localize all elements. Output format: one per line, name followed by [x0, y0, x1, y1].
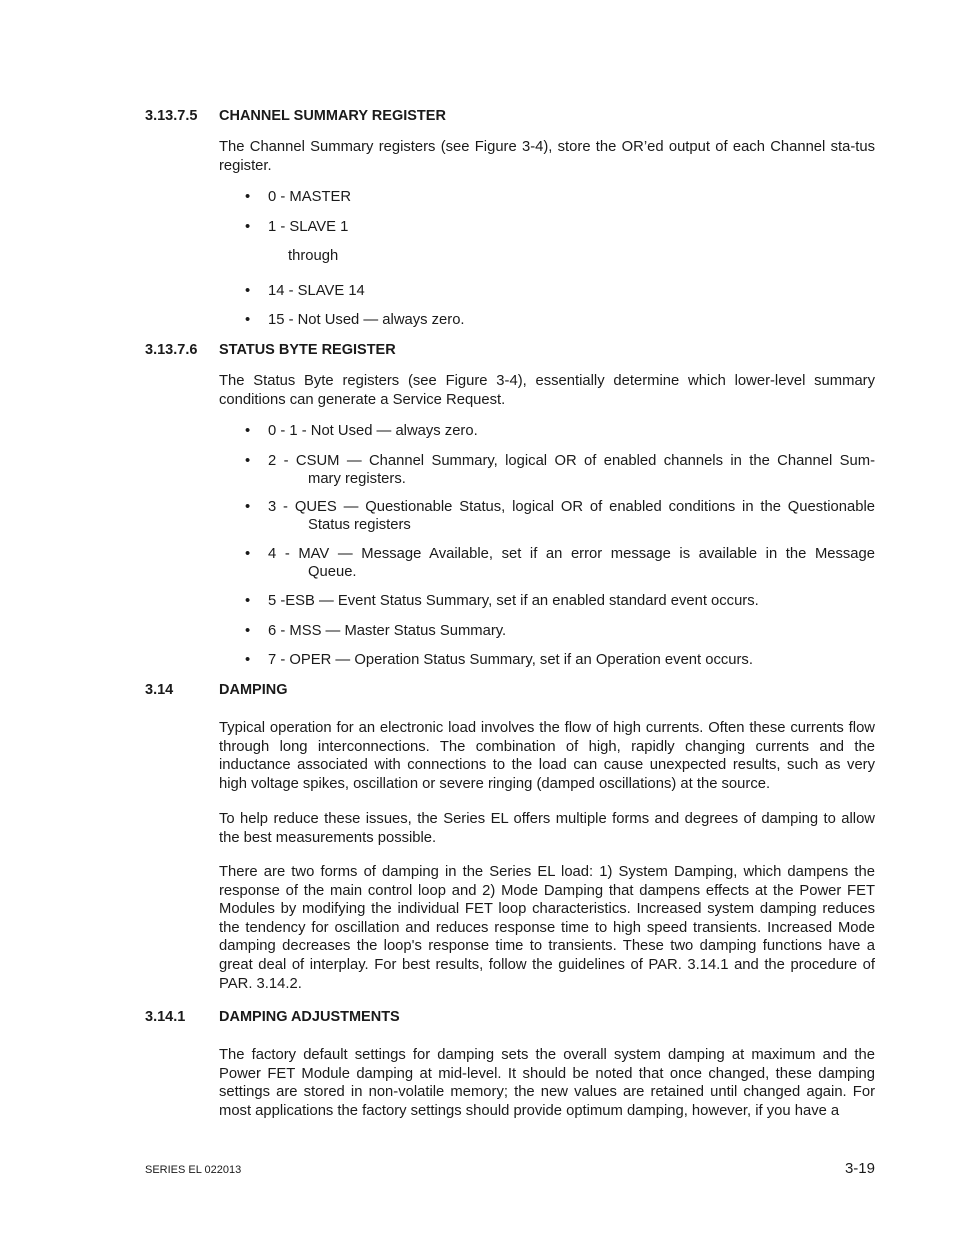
- section-heading: CHANNEL SUMMARY REGISTER: [219, 108, 446, 124]
- list-item: 6 - MSS — Master Status Summary.: [268, 623, 507, 639]
- bullet-icon: •: [245, 423, 251, 439]
- bullet-icon: •: [245, 219, 251, 235]
- list-item: 0 - 1 - Not Used — always zero.: [268, 423, 478, 439]
- bullet-icon: •: [245, 623, 251, 639]
- list-item-continuation: mary registers.: [308, 470, 406, 487]
- list-item-continuation: Queue.: [308, 563, 357, 580]
- paragraph: Typical operation for an electronic load involves the flow of high currents. Often these currents flow through long interconnections. The combination of high, rapidly changing currents and the inductance associated with connections to the load can cause unexpected results, such as very high voltage spikes, oscillation or severe ringing (damped oscillations) at the source.: [219, 720, 875, 792]
- section-number: 3.14: [145, 682, 174, 698]
- paragraph: The factory default settings for damping sets the overall system damping at maximum and the Power FET Module damping at mid-level. It should be noted that once changed, these damping settings are stored in non-volatile memory; the new values are retained until changed again. For most applications the factory settings should provide optimum damping, however, if you have a: [219, 1047, 875, 1119]
- paragraph: To help reduce these issues, the Series EL offers multiple forms and degrees of damping to allow the best measurements possible.: [219, 811, 875, 846]
- list-item: 7 - OPER — Operation Status Summary, set if an Operation event occurs.: [268, 652, 753, 668]
- list-item: [268, 453, 875, 488]
- page-number: 3-19: [844, 1160, 875, 1177]
- section-number: 3.14.1: [145, 1009, 186, 1025]
- section-heading: DAMPING ADJUSTMENTS: [219, 1009, 400, 1025]
- list-item-line: 2 - CSUM — Channel Summary, logical OR of enabled channels in the Channel Sum-: [268, 453, 875, 469]
- footer-document-id: SERIES EL 022013: [145, 1164, 242, 1176]
- bullet-icon: •: [245, 593, 251, 609]
- list-item-line: 3 - QUES — Questionable Status, logical OR of enabled conditions in the Questionable: [268, 499, 875, 515]
- bullet-icon: •: [245, 652, 251, 668]
- paragraph: There are two forms of damping in the Series EL load: 1) System Damping, which dampens the response of the main control loop and 2) Mode Damping that dampens effects at the Power FET Modules by modifying the individual FET loop characteristics. Increased system damping reduces the tendency for oscillation and reduces response time to high speed transients. Increased Mode damping decreases the loop's response time to transients. These two damping functions have a great deal of interplay. For best results, follow the guidelines of PAR. 3.14.1 and the procedure of PAR. 3.14.2.: [219, 864, 875, 992]
- bullet-icon: •: [245, 499, 251, 515]
- list-item: 0 - MASTER: [268, 189, 352, 205]
- list-item: 15 - Not Used — always zero.: [268, 312, 465, 328]
- section-heading: DAMPING: [219, 682, 288, 698]
- bullet-icon: •: [245, 312, 251, 328]
- list-note: through: [288, 248, 339, 264]
- list-item-continuation: Status registers: [308, 516, 411, 533]
- bullet-icon: •: [245, 453, 251, 469]
- list-item-line: 4 - MAV — Message Available, set if an error message is available in the Message: [268, 546, 875, 562]
- section-number: 3.13.7.5: [145, 108, 198, 124]
- bullet-icon: •: [245, 283, 251, 299]
- section-heading: STATUS BYTE REGISTER: [219, 342, 396, 358]
- list-item: 5 -ESB — Event Status Summary, set if an enabled standard event occurs.: [268, 593, 759, 609]
- list-item: 14 - SLAVE 14: [268, 283, 365, 299]
- section-number: 3.13.7.6: [145, 342, 198, 358]
- paragraph: The Status Byte registers (see Figure 3-4), essentially determine which lower-level summary conditions can generate a Service Request.: [219, 373, 875, 408]
- list-item: 1 - SLAVE 1: [268, 219, 349, 235]
- bullet-icon: •: [245, 189, 251, 205]
- bullet-icon: •: [245, 546, 251, 562]
- list-item: [268, 499, 875, 534]
- paragraph: The Channel Summary registers (see Figure 3-4), store the OR’ed output of each Channel sta-tus register.: [219, 139, 875, 174]
- list-item: [268, 546, 875, 581]
